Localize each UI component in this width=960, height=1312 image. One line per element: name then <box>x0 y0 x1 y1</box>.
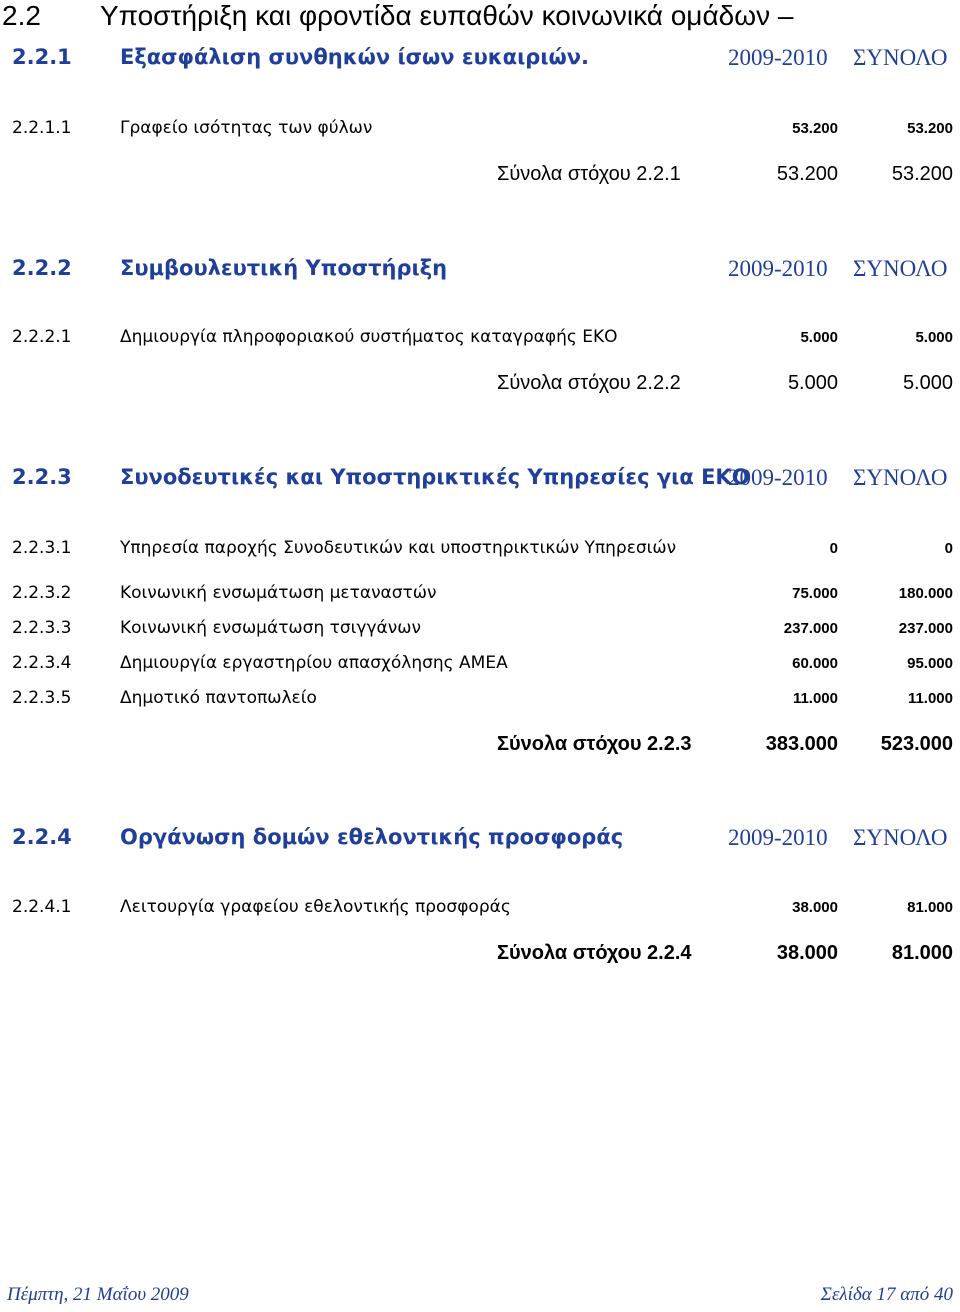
section-title: Συνοδευτικές και Υποστηρικτικές Υπηρεσίες για ΕΚΟ <box>120 465 750 489</box>
section-sum-total: 53.200 <box>891 163 953 185</box>
section-code: 2.2.3 <box>12 465 72 489</box>
item-description: Δημιουργία εργαστηρίου απασχόλησης ΑΜΕΑ <box>120 653 508 673</box>
item-value-total: 11.000 <box>907 690 953 707</box>
section-sum-2009-2010: 5.000 <box>787 372 838 394</box>
item-value-2009-2010: 60.000 <box>792 655 838 672</box>
section-sum-2009-2010: 53.200 <box>776 163 838 185</box>
item-code: 2.2.3.2 <box>12 583 72 603</box>
item-description: Κοινωνική ενσωμάτωση τσιγγάνων <box>120 618 421 638</box>
title-code: 2.2 <box>2 0 41 31</box>
item-value-2009-2010: 38.000 <box>792 899 838 916</box>
item-value-total: 180.000 <box>898 585 953 602</box>
section-title: Συμβουλευτική Υποστήριξη <box>120 256 448 280</box>
section-sum-label: Σύνολα στόχου 2.2.1 <box>497 163 681 185</box>
footer-page-number: Σελίδα 17 από 40 <box>820 1284 953 1305</box>
section-year: 2009-2010 <box>728 45 828 70</box>
section-sum-total: 81.000 <box>891 942 953 964</box>
item-code: 2.2.1.1 <box>12 118 72 138</box>
item-value-2009-2010: 75.000 <box>792 585 838 602</box>
item-value-2009-2010: 53.200 <box>792 120 838 137</box>
section-sum-label: Σύνολα στόχου 2.2.2 <box>497 372 681 394</box>
item-value-total: 95.000 <box>907 655 953 672</box>
item-description: Κοινωνική ενσωμάτωση μεταναστών <box>120 583 437 603</box>
item-value-total: 237.000 <box>898 620 953 637</box>
item-value-total: 81.000 <box>907 899 953 916</box>
item-description: Γραφείο ισότητας των φύλων <box>120 118 373 138</box>
item-description: Δημιουργία πληροφοριακού συστήματος καταγραφής ΕΚΟ <box>120 327 618 347</box>
item-description: Υπηρεσία παροχής Συνοδευτικών και υποστηρικτικών Υπηρεσιών <box>120 538 677 558</box>
item-value-total: 53.200 <box>907 120 953 137</box>
item-code: 2.2.3.3 <box>12 618 72 638</box>
section-sum-total: 523.000 <box>880 733 953 755</box>
item-value-2009-2010: 5.000 <box>800 329 838 346</box>
section-year: 2009-2010 <box>728 256 828 281</box>
section-title: Οργάνωση δομών εθελοντικής προσφοράς <box>120 825 624 849</box>
section-total-header: ΣΥΝΟΛΟ <box>853 465 948 490</box>
section-code: 2.2.4 <box>12 825 72 849</box>
item-value-total: 0 <box>944 540 953 557</box>
section-total-header: ΣΥΝΟΛΟ <box>853 45 948 70</box>
item-value-total: 5.000 <box>915 329 953 346</box>
section-year: 2009-2010 <box>728 825 828 850</box>
section-year: 2009-2010 <box>728 465 828 490</box>
item-description: Λειτουργία γραφείου εθελοντικής προσφοράς <box>120 897 511 917</box>
section-sum-2009-2010: 38.000 <box>776 942 838 964</box>
section-sum-label: Σύνολα στόχου 2.2.3 <box>497 733 692 755</box>
section-sum-2009-2010: 383.000 <box>765 733 838 755</box>
page-title: Υποστήριξη και φροντίδα ευπαθών κοινωνικά ομάδων – <box>100 0 794 31</box>
section-total-header: ΣΥΝΟΛΟ <box>853 825 948 850</box>
item-value-2009-2010: 0 <box>829 540 838 557</box>
item-code: 2.2.2.1 <box>12 327 72 347</box>
section-sum-label: Σύνολα στόχου 2.2.4 <box>497 942 692 964</box>
section-code: 2.2.1 <box>12 45 72 69</box>
item-code: 2.2.3.4 <box>12 653 72 673</box>
item-code: 2.2.3.5 <box>12 688 72 708</box>
item-code: 2.2.3.1 <box>12 538 72 558</box>
section-total-header: ΣΥΝΟΛΟ <box>853 256 948 281</box>
footer-date: Πέμπτη, 21 Μαΐου 2009 <box>7 1284 189 1305</box>
item-code: 2.2.4.1 <box>12 897 72 917</box>
section-code: 2.2.2 <box>12 256 72 280</box>
item-value-2009-2010: 237.000 <box>783 620 838 637</box>
item-value-2009-2010: 11.000 <box>792 690 838 707</box>
section-sum-total: 5.000 <box>902 372 953 394</box>
item-description: Δημοτικό παντοπωλείο <box>120 688 317 708</box>
section-title: Εξασφάλιση συνθηκών ίσων ευκαιριών. <box>120 45 590 69</box>
